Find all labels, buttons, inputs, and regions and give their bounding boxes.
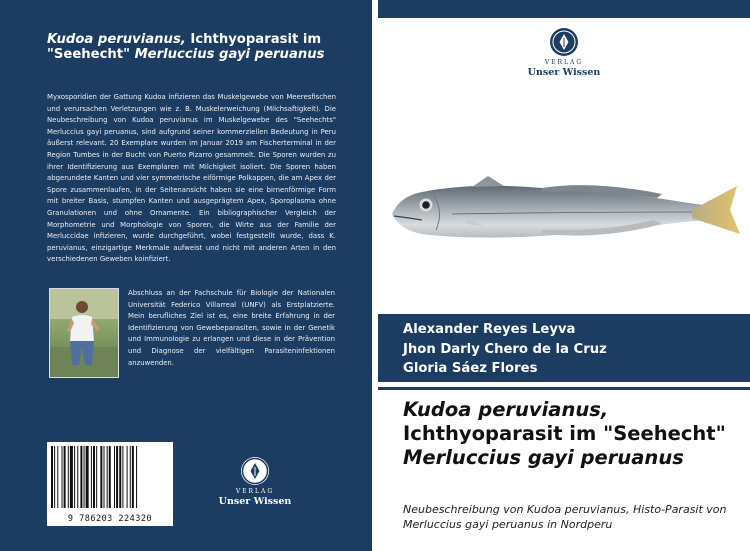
author-name: Gloria Sáez Flores (403, 361, 538, 376)
hake-fish-image (392, 172, 742, 262)
back-title-italic-part2: Merluccius gayi peruanus (134, 47, 325, 62)
barcode (47, 442, 173, 526)
front-publisher-verlag: VERLAG (544, 59, 584, 66)
back-publisher-name: Unser Wissen (218, 496, 292, 507)
front-cover-subtitle: Neubeschreibung von Kudoa peruvianus, Histo-Parasit von Merluccius gayi peruanus in Nordperu (403, 503, 727, 531)
front-cover (378, 0, 750, 551)
back-cover-title (47, 32, 347, 62)
back-cover-description: Myxosporidien der Gattung Kudoa infizieren das Muskelgewebe von Meeresfischen und verursachen Verletzungen wie z. B. Muskelerweichung (Milchsaftigkeit). Die Neubeschreibung von Kudoa peruvianus im Muskelgewebe des "Seehechts" Merluccius gayi peruanus, sind aufgrund seiner kommerziellen Bedeutung in Peru äußerst relevant. 20 Exemplare wurden im Januar 2019 am Fischerterminal in der Region Tumbes in der Bucht von Puerto Pizarro gesammelt. Die Sporen wurden zu ihrer Identifizierung aus Exemplaren mit Milchigkeit isoliert. Die Sporen haben abgerundete Kanten und vier symmetrische eiförmige Polkappen, die am Apex der Spore zusammenlaufen, in der Seitenansicht haben sie eine birnenförmige Form mit breiter Basis, stumpfen Kanten und ausgeprägtem Apex, Sporoplasma ohne Granulationen und ohne Ornamente. Ein bibliographischer Vergleich der Morphometrie und Morphologie von Sporen, die Wirte aus der Familie der Merluccidae infizieren, wurde durchgeführt, wobei festgestellt wurde, dass K. peruvianus, einzigartige Merkmale aufweist und nicht mit anderen Arten in den verschiedenen Geweben koinfiziert. (47, 93, 336, 264)
front-title-italic-part2: Merluccius gayi peruanus (403, 446, 684, 469)
barcode-bars (47, 442, 173, 512)
isbn-digits: 9 786203 224320 (67, 514, 153, 524)
back-cover (0, 0, 372, 551)
pen-nib-icon (550, 28, 578, 56)
pen-nib-icon (241, 457, 269, 485)
front-cover-title (403, 398, 733, 470)
author-name: Alexander Reyes Leyva (403, 322, 576, 337)
author-biography: Abschluss an der Fachschule für Biologie der Nationalen Universität Federico Villarreal (UNFV) als Erstplatzierte. Mein berufliches Ziel ist es, eine breite Erfahrung in der Identifizierung von Gewebeparasiten, sowie in der Genetik und Immunologie zu erlangen und diese in der Prävention und Diagnose der vielfältigen Parasiteninfektionen anzuwenden. (128, 289, 335, 367)
author-photo (49, 288, 119, 378)
front-top-bar (378, 0, 750, 18)
front-publisher-name: Unser Wissen (527, 67, 601, 78)
divider-line (378, 387, 750, 390)
authors-band (378, 314, 750, 382)
back-title-plain-part: Ichthyoparasit im "Seehecht" (47, 32, 322, 62)
back-title-italic-part1: Kudoa peruvianus, (47, 32, 186, 47)
front-title-plain-part: Ichthyoparasit im "Seehecht" (403, 422, 726, 445)
author-name: Jhon Darly Chero de la Cruz (403, 342, 607, 357)
author-portrait-image (50, 289, 118, 377)
front-publisher-logo (516, 28, 612, 78)
back-publisher-verlag: VERLAG (235, 488, 275, 495)
back-publisher-logo (215, 457, 295, 507)
front-title-italic-part1: Kudoa peruvianus, (403, 398, 609, 421)
